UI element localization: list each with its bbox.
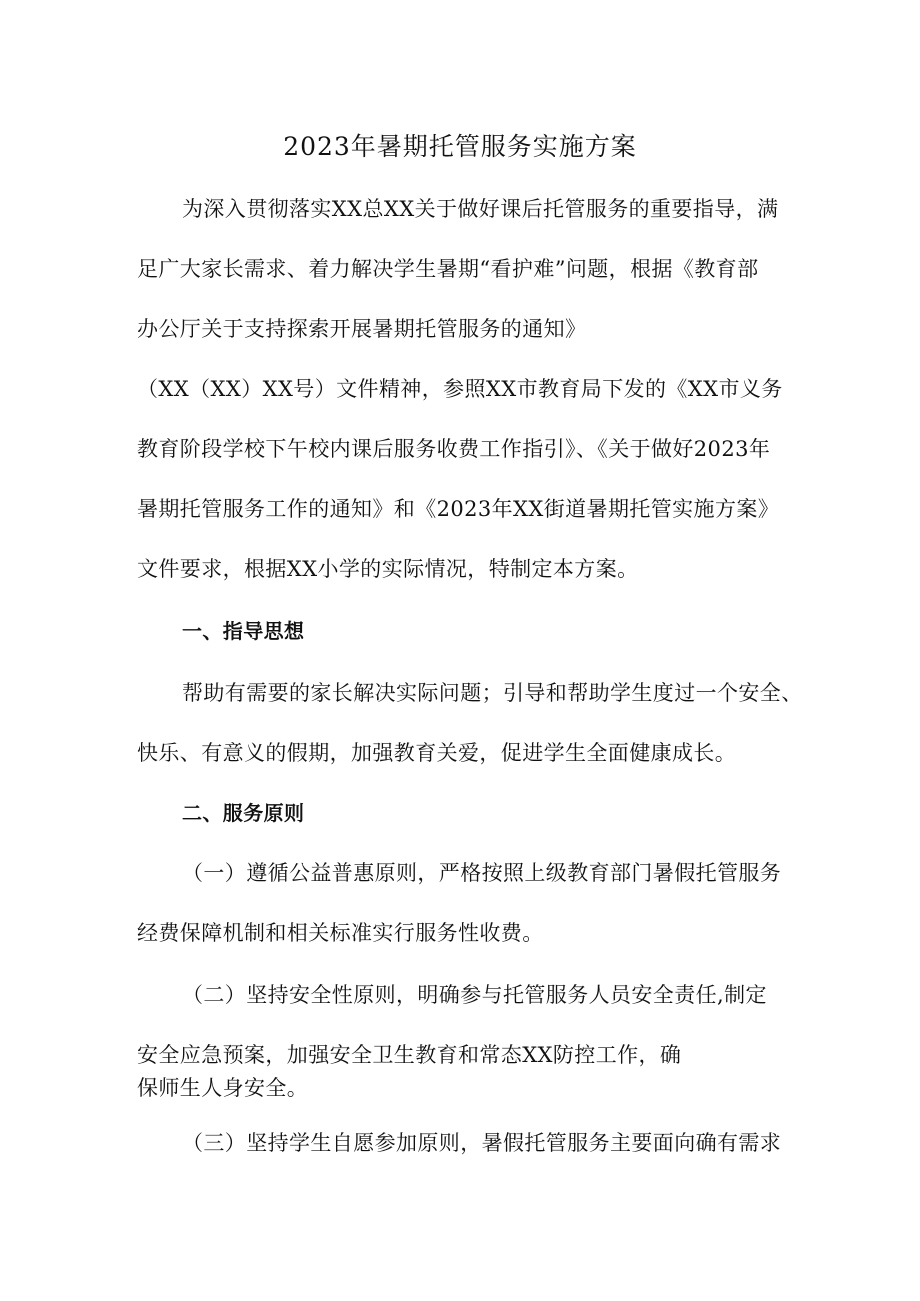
section-heading-guiding-thought: 一、指导思想 [182,619,305,643]
principle-2-line-1: （二）坚持安全性原则，明确参与托管服务人员安全责任,制定 [182,983,767,1007]
principle-2-line-3: 保师生人身安全。 [137,1076,309,1100]
principle-2-line-2: 安全应急预案，加强安全卫生教育和常态XX防控工作，确 [137,1043,682,1067]
intro-line-7: 文件要求，根据XX小学的实际情况，特制定本方案。 [137,557,639,581]
intro-line-6: 暑期托管服务工作的通知》和《2023年XX街道暑期托管实施方案》 [137,497,780,521]
section-heading-service-principles: 二、服务原则 [182,801,305,825]
document-title: 2023年暑期托管服务实施方案 [283,132,637,161]
principle-1-line-2: 经费保障机制和相关标准实行服务性收费。 [137,921,544,945]
intro-line-1: 为深入贯彻落实XX总XX关于做好课后托管服务的重要指导，满 [182,197,779,221]
intro-line-5: 教育阶段学校下午校内课后服务收费工作指引》、《关于做好2023年 [137,437,771,461]
intro-line-2: 足广大家长需求、着力解决学生暑期“看护难”问题，根据《教育部 [137,257,759,281]
intro-line-4: （XX（XX）XX号）文件精神，参照XX市教育局下发的《XX市义务 [137,377,783,401]
principle-1-line-1: （一）遵循公益普惠原则，严格按照上级教育部门暑假托管服务 [182,861,782,885]
section1-line-1: 帮助有需要的家长解决实际问题；引导和帮助学生度过一个安全、 [182,681,803,705]
principle-3-line-1: （三）坚持学生自愿参加原则，暑假托管服务主要面向确有需求 [182,1131,782,1155]
section1-line-2: 快乐、有意义的假期，加强教育关爱，促进学生全面健康成长。 [137,741,737,765]
intro-line-3: 办公厅关于支持探索开展暑期托管服务的通知》 [137,317,587,341]
